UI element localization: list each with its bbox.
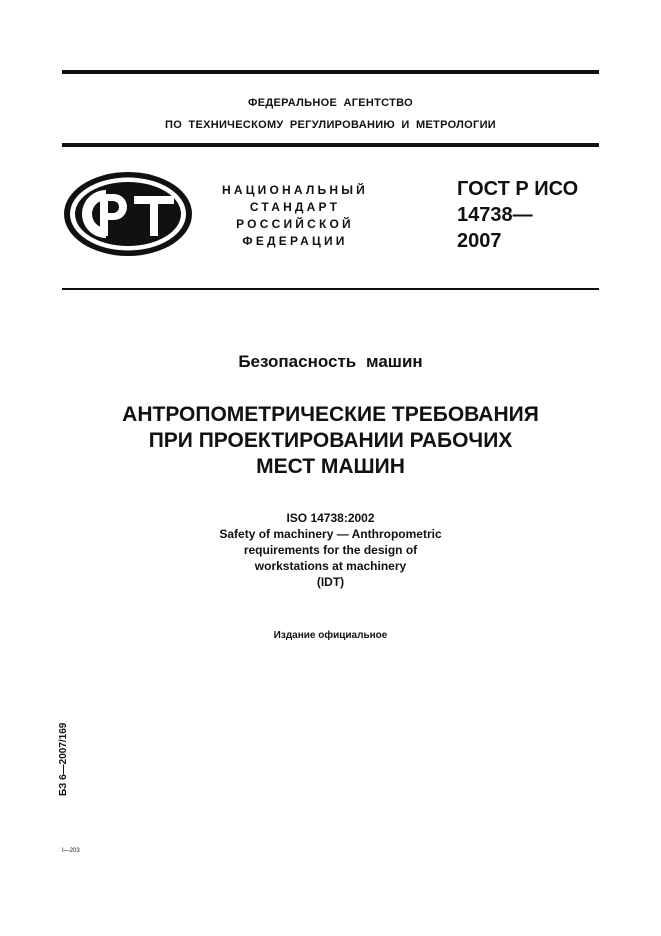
top-rule (62, 70, 599, 74)
rst-logo-icon (62, 170, 194, 258)
footer-code: I—203 (62, 848, 80, 854)
agency-header (62, 92, 599, 136)
iso-title-line-2: requirements for the design of (243, 543, 418, 557)
iso-title-line-1: Safety of machinery — Anthropometric (219, 527, 442, 541)
subject-heading: Безопасность машин (238, 352, 423, 371)
iso-code: ISO 14738:2002 (286, 511, 375, 525)
iso-reference (62, 510, 599, 590)
title-line-1: АНТРОПОМЕТРИЧЕСКИЕ ТРЕБОВАНИЯ (122, 403, 539, 426)
standard-type-line-3: РОССИЙСКОЙ (236, 217, 354, 231)
header-bottom-rule (62, 143, 599, 147)
rst-certification-mark-logo (62, 170, 194, 258)
designation-line-1: ГОСТ Р ИСО (457, 178, 579, 200)
agency-line-2: ПО ТЕХНИЧЕСКОМУ РЕГУЛИРОВАНИЮ И МЕТРОЛОГИИ (165, 119, 496, 131)
standard-type-line-1: НАЦИОНАЛЬНЫЙ (221, 183, 369, 197)
edition-label: Издание официальное (273, 630, 388, 641)
standard-type-line-4: ФЕДЕРАЦИИ (242, 234, 348, 248)
title-line-3: МЕСТ МАШИН (256, 455, 405, 478)
title-line-2: ПРИ ПРОЕКТИРОВАНИИ РАБОЧИХ (148, 429, 513, 452)
standard-type-line-2: СТАНДАРТ (249, 200, 341, 214)
iso-title-line-3: workstations at machinery (254, 559, 407, 573)
designation-bottom-rule (62, 288, 599, 290)
designation-line-2: 14738— (457, 204, 533, 226)
catalog-number: БЗ 6—2007/169 (58, 722, 69, 796)
standard-type (205, 182, 385, 250)
agency-line-1: ФЕДЕРАЛЬНОЕ АГЕНТСТВО (248, 97, 413, 109)
iso-equivalence: (IDT) (316, 575, 345, 589)
standard-designation (457, 176, 578, 254)
designation-line-3: 2007 (457, 230, 502, 252)
document-title (62, 402, 599, 480)
